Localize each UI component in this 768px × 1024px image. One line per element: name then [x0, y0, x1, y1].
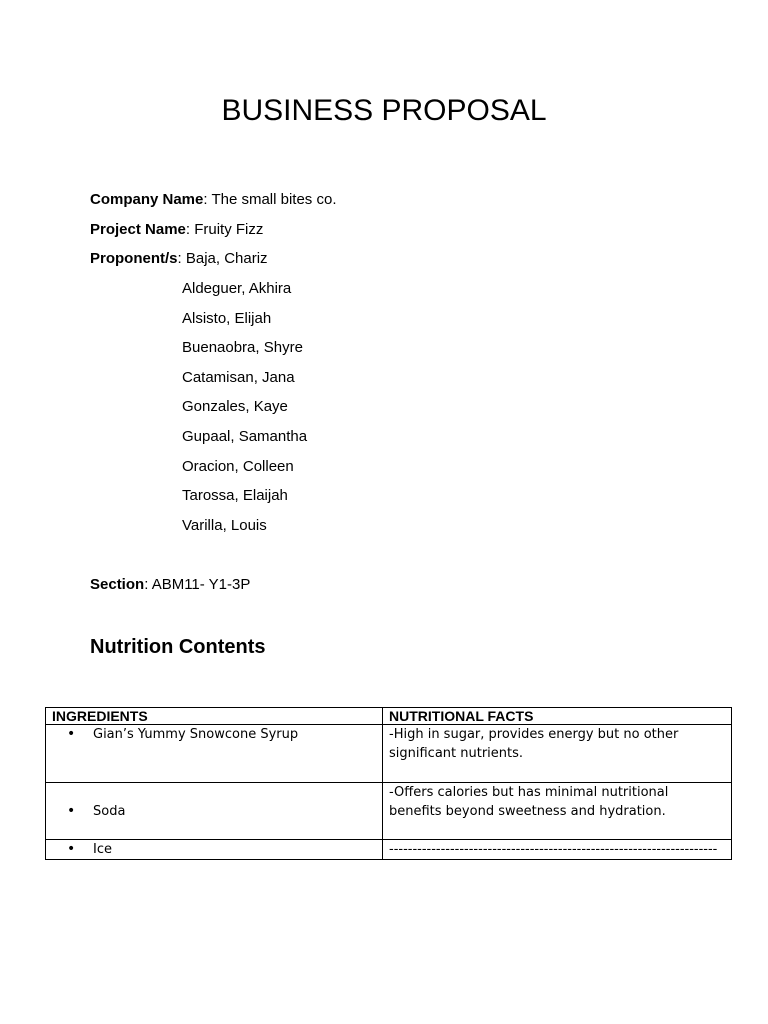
proponent-member: Tarossa, Elaijah [182, 487, 288, 504]
ingredient-name: Gian’s Yummy Snowcone Syrup [93, 727, 299, 742]
project-name-label: Project Name [90, 221, 186, 238]
ingredient-name: Soda [93, 804, 126, 819]
project-name-field [90, 220, 263, 240]
ingredient-name: Ice [93, 842, 112, 857]
proponent-member: Aldeguer, Akhira [182, 280, 292, 297]
proponent-first: : Baja, Chariz [177, 250, 268, 267]
nutrition-table [45, 707, 732, 860]
company-name-label: Company Name [90, 191, 204, 208]
fact-cell: -High in sugar, provides energy but no other significant nutrients. [383, 725, 732, 783]
ingredient-cell [46, 840, 383, 860]
proponent-member: Catamisan, Jana [182, 369, 295, 386]
fact-cell: -Offers calories but has minimal nutritional benefits beyond sweetness and hydration. [383, 783, 732, 840]
bullet-icon: • [67, 726, 76, 742]
project-name-value: : Fruity Fizz [185, 221, 264, 238]
table-row [46, 840, 732, 860]
bullet-icon: • [67, 803, 76, 819]
proponent-member: Varilla, Louis [182, 517, 267, 534]
fact-cell: ---------------------------------------------------------------------- [383, 840, 732, 860]
section-label: Section [90, 576, 145, 593]
proponent-member: Buenaobra, Shyre [182, 339, 303, 356]
table-row [46, 783, 732, 840]
bullet-icon: • [67, 841, 76, 857]
document-title: BUSINESS PROPOSAL [221, 94, 547, 127]
proponent-member: Oracion, Colleen [182, 458, 294, 475]
proponent-member: Alsisto, Elijah [182, 310, 272, 327]
ingredients-header: INGREDIENTS [46, 708, 383, 725]
company-name-field [90, 190, 337, 210]
proponents-field [90, 249, 268, 269]
table-header-row [46, 708, 732, 725]
nutrition-heading: Nutrition Contents [90, 636, 266, 658]
company-name-value: : The small bites co. [203, 191, 337, 208]
section-value: : ABM11- Y1-3P [144, 576, 251, 593]
section-field [90, 575, 250, 595]
proponents-label: Proponent/s [90, 250, 178, 267]
proponent-member: Gupaal, Samantha [182, 428, 308, 445]
table-row [46, 725, 732, 783]
proponent-member: Gonzales, Kaye [182, 398, 288, 415]
ingredient-cell [46, 725, 383, 783]
nutritional-facts-header: NUTRITIONAL FACTS [383, 708, 732, 725]
ingredient-cell [46, 783, 383, 840]
